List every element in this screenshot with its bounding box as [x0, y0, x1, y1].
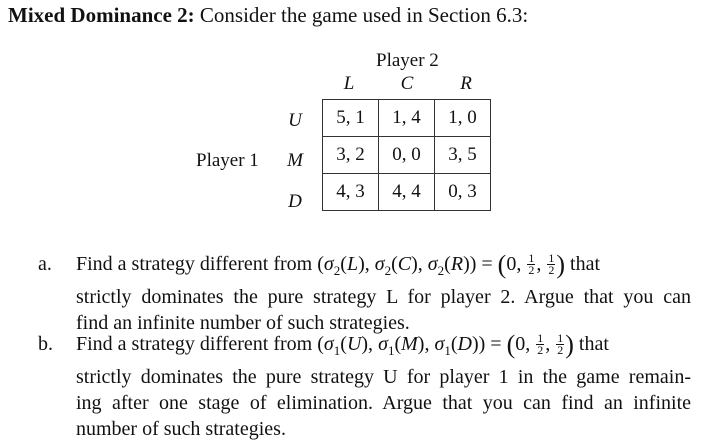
- fraction: $\frac{1}{2}$: [548, 251, 555, 278]
- payoff-cell: 3, 5: [435, 137, 491, 174]
- payoff-cell: 0, 3: [435, 174, 491, 211]
- question-text: [76, 251, 691, 336]
- row-header-d: D: [288, 191, 302, 212]
- payoff-row-m: [323, 137, 491, 174]
- problem-title: Mixed Dominance 2:: [8, 3, 195, 27]
- payoff-matrix: [322, 99, 491, 211]
- player1-label: Player 1: [196, 150, 259, 171]
- player2-label: Player 2: [376, 50, 439, 71]
- problem-heading: [8, 3, 528, 28]
- question-line: find an infinite number of such strategies.: [76, 312, 410, 334]
- column-header-c: C: [400, 73, 414, 94]
- payoff-cell: 3, 2: [323, 137, 379, 174]
- question-line: Find a strategy different from ($\sigma_1(U)$, $\sigma_1(M)$, $\sigma_1(D)) = (0$, $\frac{1}{2}$ , $\frac{1}{2}$ ) that: [76, 330, 609, 359]
- row-header-u: U: [288, 110, 302, 131]
- payoff-cell: 4, 4: [379, 174, 435, 211]
- question-text: [76, 331, 691, 442]
- problem-intro: Consider the game used in Section 6.3:: [199, 3, 529, 27]
- row-header-m: M: [287, 150, 303, 171]
- payoff-cell: 5, 1: [323, 100, 379, 137]
- payoff-cell: 0, 0: [379, 137, 435, 174]
- payoff-cell: 4, 3: [323, 174, 379, 211]
- payoff-cell: 1, 0: [435, 100, 491, 137]
- question-marker: b.: [38, 333, 53, 355]
- question-line: strictly dominates the pure strategy L for player 2. Argue that you can: [76, 286, 691, 308]
- question-line: Find a strategy different from ($\sigma_2(L)$, $\sigma_2(C)$, $\sigma_2(R)) = (0$, $\frac{1}{2}$ , $\frac{1}{2}$ ) that: [76, 250, 601, 279]
- payoff-row-d: [323, 174, 491, 211]
- fraction: $\frac{1}{2}$: [537, 331, 544, 358]
- fraction: $\frac{1}{2}$: [528, 251, 535, 278]
- question-line: number of such strategies.: [76, 418, 286, 440]
- column-header-r: R: [460, 73, 472, 94]
- question-line: ing after one stage of elimination. Argue that you can find an infinite: [76, 392, 691, 414]
- payoff-cell: 1, 4: [379, 100, 435, 137]
- payoff-row-u: [323, 100, 491, 137]
- fraction: $\frac{1}{2}$: [557, 331, 564, 358]
- question-line: strictly dominates the pure strategy U for player 1 in the game remain-: [76, 366, 691, 388]
- column-header-l: L: [343, 73, 355, 94]
- question-marker: a.: [38, 253, 52, 275]
